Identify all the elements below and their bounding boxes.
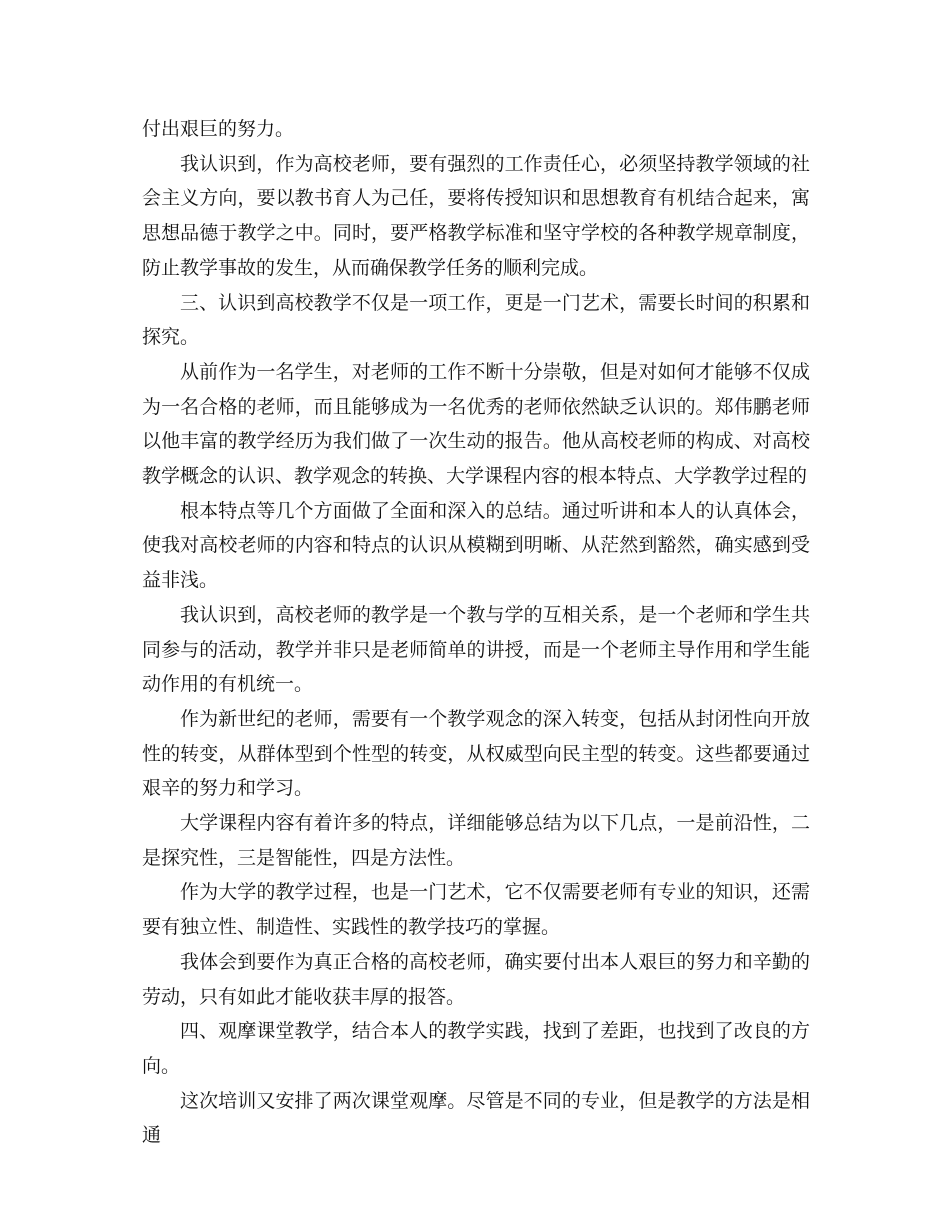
paragraph-1: 付出艰巨的努力。 [142,118,295,140]
paragraph-5: 根本特点等几个方面做了全面和深入的总结。通过听讲和本人的认真体会，使我对高校老师的内容和特点的认识从模糊到明晰、从茫然到豁然，确实感到受益非浅。 [142,499,810,592]
paragraph-8: 大学课程内容有着许多的特点，详细能够总结为以下几点，一是前沿性，二是探究性，三是智能性，四是方法性。 [142,812,810,869]
paragraph-10: 我体会到要作为真正合格的高校老师，确实要付出本人艰巨的努力和辛勤的劳动，只有如此才能收获丰厚的报答。 [142,950,810,1008]
paragraph-11: 四、观摩课堂教学，结合本人的教学实践，找到了差距，也找到了改良的方向。 [142,1020,810,1077]
paragraph-3: 三、认识到高校教学不仅是一项工作，更是一门艺术，需要长时间的积累和探究。 [142,291,810,349]
paragraph-4: 从前作为一名学生，对老师的工作不断十分崇敬，但是对如何才能够不仅成为一名合格的老师，而且能够成为一名优秀的老师依然缺乏认识的。郑伟鹏老师以他丰富的教学经历为我们做了一次生动的报告。他从高校老师的构成、对高校教学概念的认识、教学观念的转换、大学课程内容的根本特点、大学教学过程的 [142,360,810,488]
document-body [142,112,810,1153]
paragraph-2: 我认识到，作为高校老师，要有强烈的工作责任心，必须坚持教学领域的社会主义方向，要以教书育人为己任，要将传授知识和思想教育有机结合起来，寓思想品德于教学之中。同时，要严格教学标准和坚守学校的各种教学规章制度，防止教学事故的发生，从而确保教学任务的顺利完成。 [142,152,810,279]
paragraph-9: 作为大学的教学过程，也是一门艺术，它不仅需要老师有专业的知识，还需要有独立性、制造性、实践性的教学技巧的掌握。 [142,881,810,939]
paragraph-12: 这次培训又安排了两次课堂观摩。尽管是不同的专业，但是教学的方法是相通 [142,1089,810,1147]
paragraph-6: 我认识到，高校老师的教学是一个教与学的互相关系，是一个老师和学生共同参与的活动，教学并非只是老师简单的讲授，而是一个老师主导作用和学生能动作用的有机统一。 [142,603,810,696]
paragraph-7: 作为新世纪的老师，需要有一个教学观念的深入转变，包括从封闭性向开放性的转变，从群体型到个性型的转变，从权威型向民主型的转变。这些都要通过艰辛的努力和学习。 [142,707,810,800]
